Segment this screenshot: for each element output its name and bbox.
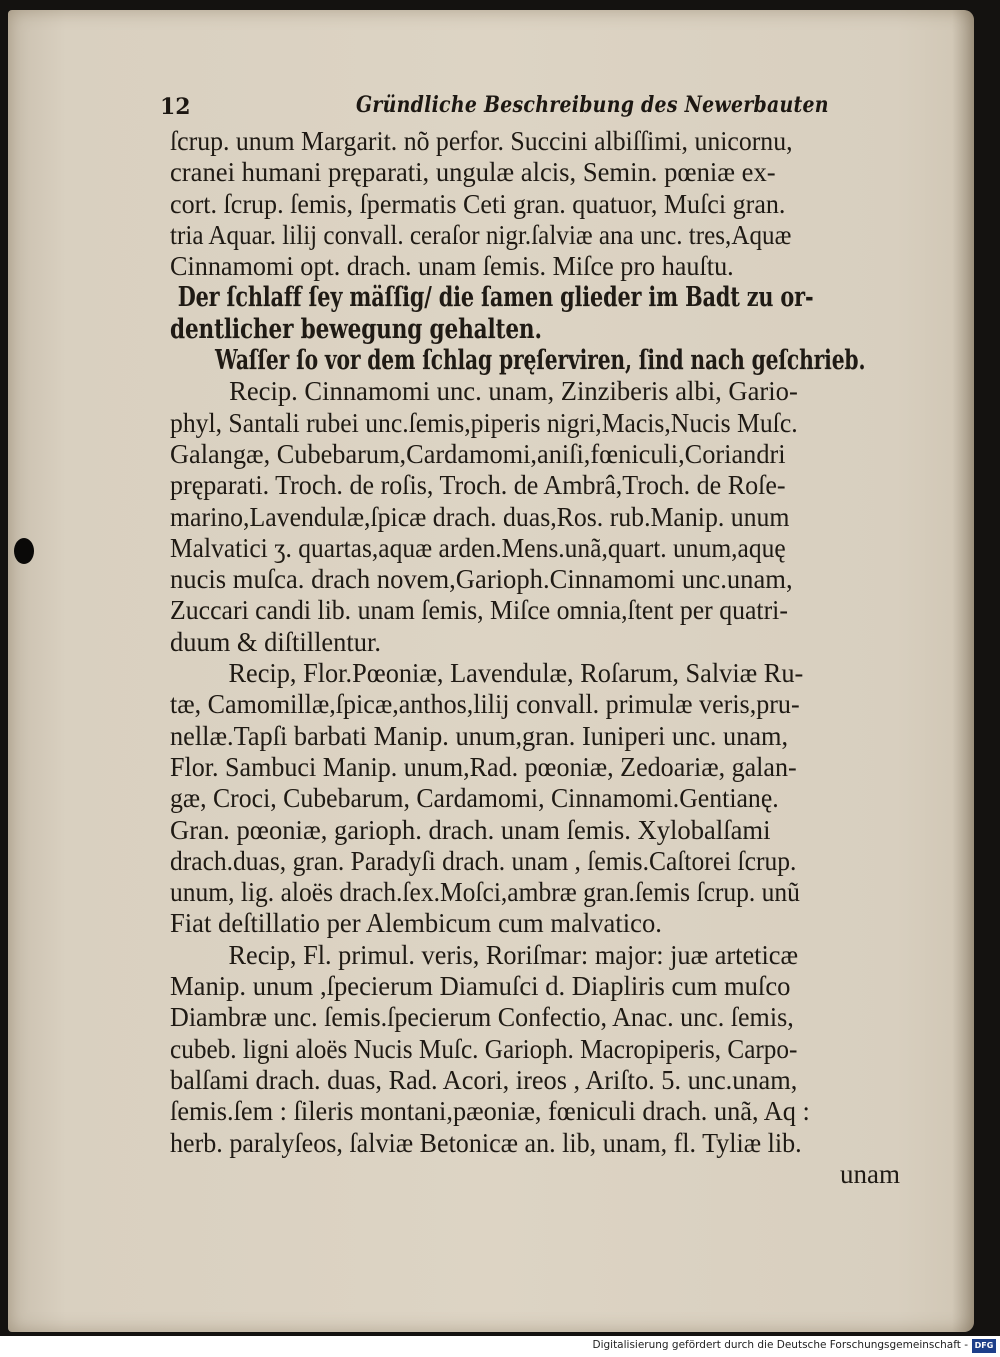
text-line: Zuccari candi lib. unam ſemis, Miſce omnia,ſtent per quatri- xyxy=(170,595,788,626)
catchword: unam xyxy=(840,1158,900,1189)
text-line: ſemis.ſem : ſileris montani,pæoniæ, fœniculi drach. unã, Aq : xyxy=(170,1096,810,1127)
page-edge-shadow xyxy=(952,10,974,1332)
running-title: Gründliche Beschreibung des Newerbauten xyxy=(356,92,829,118)
text-line: drach.duas, gran. Paradyſi drach. unam , ſemis.Caſtorei ſcrup. xyxy=(170,845,797,876)
text-line: marino,Lavendulæ,ſpicæ drach. duas,Ros. rub.Manip. unum xyxy=(170,501,790,532)
binding-hole xyxy=(14,538,34,564)
text-line: unum, lig. aloës drach.ſex.Moſci,ambræ gran.ſemis ſcrup. unũ xyxy=(170,877,800,908)
text-line: Malvatici ʒ. quartas,aquæ arden.Mens.unã,quart. unum,aquę xyxy=(170,532,786,563)
text-line: Recip, Fl. primul. veris, Roriſmar: major: juæ arteticæ xyxy=(228,939,799,970)
text-line: tæ, Camomillæ,ſpicæ,anthos,lilij convall. primulæ veris,pru- xyxy=(170,689,800,720)
footer-credit: Digitalisierung gefördert durch die Deutsche Forschungsgemeinschaft - xyxy=(592,1339,968,1351)
text-line: Gran. pœoniæ, garioph. drach. unam ſemis. Xylobalſami xyxy=(170,814,771,845)
text-line: Fiat deſtillatio per Alembicum cum malvatico. xyxy=(170,908,662,939)
text-line: phyl, Santali rubei unc.ſemis,piperis nigri,Macis,Nucis Muſc. xyxy=(170,407,798,438)
text-line: pręparati. Troch. de roſis, Troch. de Ambrâ,Troch. de Roſe- xyxy=(170,470,786,501)
digitization-footer xyxy=(0,1336,1000,1357)
text-line: nucis muſca. drach novem,Garioph.Cinnamomi unc.unam, xyxy=(170,564,793,595)
text-line: Waſſer ſo vor dem ſchlag pręſerviren, ſind nach geſchrieb. xyxy=(215,345,866,377)
text-line: Cinnamomi opt. drach. unam ſemis. Miſce pro hauſtu. xyxy=(170,251,734,282)
text-line: ſcrup. unum Margarit. nõ perfor. Succini albiſſimi, unicornu, xyxy=(170,126,793,156)
text-line: Recip, Flor.Pœoniæ, Lavendulæ, Roſarum, Salviæ Ru- xyxy=(228,658,804,689)
text-line: cubeb. ligni aloës Nucis Muſc. Garioph. Macropiperis, Carpo- xyxy=(170,1033,798,1064)
text-line: gæ, Croci, Cubebarum, Cardamomi, Cinnamomi.Gentianę. xyxy=(170,783,779,814)
page-number: 12 xyxy=(160,94,191,120)
text-line: Galangæ, Cubebarum,Cardamomi,aniſi,fœniculi,Coriandri xyxy=(170,438,786,469)
text-line: Recip. Cinnamomi unc. unam, Zinziberis albi, Gario- xyxy=(229,376,798,407)
running-head xyxy=(160,90,930,130)
text-line: Flor. Sambuci Manip. unum,Rad. pœoniæ, Zedoariæ, galan- xyxy=(170,751,797,782)
text-line: Manip. unum ,ſpecierum Diamuſci d. Diapliris cum muſco xyxy=(170,971,791,1002)
text-line: Diambræ unc. ſemis.ſpecierum Confectio, Anac. unc. ſemis, xyxy=(170,1002,794,1033)
text-line: Der ſchlaff ſey mäſſig/ die ſamen glieder im Badt zu or- xyxy=(177,282,814,314)
text-line: cort. ſcrup. ſemis, ſpermatis Ceti gran. quatuor, Muſci gran. xyxy=(170,188,786,219)
text-line: herb. paralyſeos, ſalviæ Betonicæ an. lib, unam, fl. Tyliæ lib. xyxy=(170,1127,802,1158)
dfg-logo: DFG xyxy=(972,1339,996,1353)
text-line: dentlicher bewegung gehalten. xyxy=(170,313,542,345)
text-line: tria Aquar. lilij convall. ceraſor nigr.ſalviæ ana unc. tres,Aquæ xyxy=(170,219,792,250)
text-line: balſami drach. duas, Rad. Acori, ireos , Ariſto. 5. unc.unam, xyxy=(170,1064,798,1095)
text-line: cranei humani pręparati, ungulæ alcis, Semin. pœniæ ex- xyxy=(170,157,776,188)
main-text xyxy=(170,126,900,1190)
text-line: nellæ.Tapſi barbati Manip. unum,gran. Iuniperi unc. unam, xyxy=(170,720,789,751)
text-line: duum & diſtillentur. xyxy=(170,626,381,657)
